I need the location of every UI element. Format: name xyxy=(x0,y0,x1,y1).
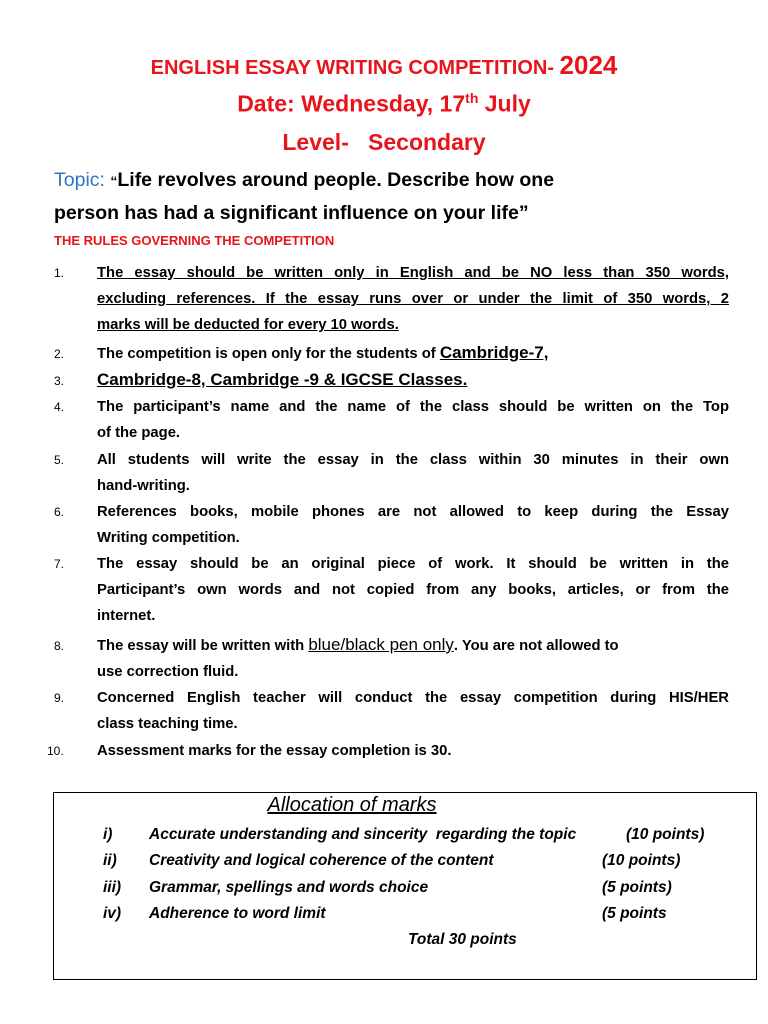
rule-8-highlight: blue/black pen only xyxy=(308,635,454,654)
rule-number: 8. xyxy=(54,639,65,653)
title-prefix: ENGLISH ESSAY WRITING COMPETITION- xyxy=(150,57,560,79)
rule-number: 7. xyxy=(54,557,65,571)
rule-10: Assessment marks for the essay completion is 30. xyxy=(97,743,452,759)
rule-2 xyxy=(97,344,548,363)
marks-roman: i) xyxy=(103,826,113,843)
rule-6-line-2: Writing competition. xyxy=(97,530,240,546)
marks-row xyxy=(0,826,768,848)
rule-8-line-1 xyxy=(97,636,619,655)
marks-description: Adherence to word limit xyxy=(149,905,326,922)
rule-9-line-2: class teaching time. xyxy=(97,716,238,732)
rule-8-line-2: use correction fluid. xyxy=(97,664,239,680)
competition-level: Level- Secondary xyxy=(282,129,486,155)
rule-number: 10. xyxy=(47,744,64,758)
marks-title-text: Allocation of marks xyxy=(267,794,437,816)
rule-1-line-3: marks will be deducted for every 10 words. xyxy=(97,317,399,333)
marks-description: Creativity and logical coherence of the content xyxy=(149,852,494,869)
rule-number: 6. xyxy=(54,505,65,519)
rule-5-line-1: All students will write the essay in the class within 30 minutes in their own xyxy=(97,452,729,468)
rules-title: THE RULES GOVERNING THE COMPETITION xyxy=(54,233,335,248)
marks-description: Accurate understanding and sincerity regarding the topic xyxy=(149,826,577,843)
rule-3: Cambridge-8, Cambridge -9 & IGCSE Classes. xyxy=(97,370,468,389)
date-sup: th xyxy=(465,90,479,106)
marks-row xyxy=(0,852,768,874)
date-prefix: Date: Wednesday, 17 xyxy=(237,90,466,117)
rule-2-highlight: Cambridge-7, xyxy=(439,343,549,362)
title-year: 2024 xyxy=(559,50,618,80)
marks-title xyxy=(0,794,768,817)
topic-open-quote: “ xyxy=(110,173,118,189)
rule-7-line-3: internet. xyxy=(97,608,156,624)
topic-text-1: Life revolves around people. Describe how one xyxy=(117,169,555,191)
topic-line-1 xyxy=(54,169,744,192)
rule-4-line-1: The participant’s name and the name of the class should be written on the Top xyxy=(97,399,729,415)
marks-points: (10 points) xyxy=(602,852,681,869)
rule-number: 9. xyxy=(54,691,65,705)
marks-roman: iii) xyxy=(103,879,122,896)
marks-total: Total 30 points xyxy=(408,931,517,948)
rule-8-text-a: The essay will be written with xyxy=(97,638,309,654)
marks-points: (5 points) xyxy=(602,879,672,896)
date-suffix: July xyxy=(478,90,531,117)
rule-5-line-2: hand-writing. xyxy=(97,478,190,494)
competition-title xyxy=(0,50,768,81)
rule-7-line-1: The essay should be an original piece of work. It should be written in the xyxy=(97,556,729,572)
marks-description: Grammar, spellings and words choice xyxy=(149,879,429,896)
marks-points: (5 points xyxy=(602,905,667,922)
rule-number: 5. xyxy=(54,453,65,467)
rule-1-line-1: The essay should be written only in English and be NO less than 350 words, xyxy=(97,265,729,281)
rule-2-text: The competition is open only for the students of xyxy=(97,346,440,362)
rule-number: 4. xyxy=(54,400,65,414)
rule-1-line-2: excluding references. If the essay runs over or under the limit of 350 words, 2 xyxy=(97,291,729,307)
rule-number: 3. xyxy=(54,374,65,388)
topic-label: Topic: xyxy=(54,169,111,191)
rule-4-line-2: of the page. xyxy=(97,425,181,441)
marks-points: (10 points) xyxy=(626,826,705,843)
rule-number: 1. xyxy=(54,266,65,280)
marks-row xyxy=(0,879,768,901)
rule-number: 2. xyxy=(54,347,65,361)
competition-date xyxy=(0,90,768,118)
rule-7-line-2: Participant’s own words and not copied from any books, articles, or from the xyxy=(97,582,729,598)
marks-roman: iv) xyxy=(103,905,122,922)
marks-roman: ii) xyxy=(103,852,117,869)
rule-8-text-b: . You are not allowed to xyxy=(453,638,619,654)
rule-6-line-1: References books, mobile phones are not allowed to keep during the Essay xyxy=(97,504,729,520)
rule-9-line-1: Concerned English teacher will conduct the essay competition during HIS/HER xyxy=(97,690,729,706)
topic-line-2: person has had a significant influence on your life” xyxy=(54,202,529,224)
marks-row xyxy=(0,905,768,927)
